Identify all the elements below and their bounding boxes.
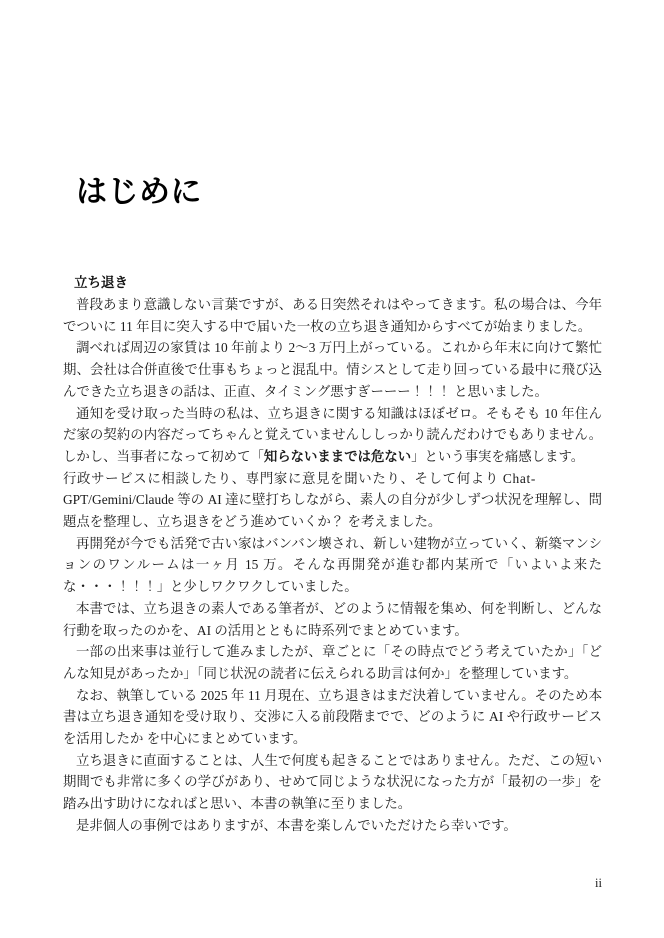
section-subheading: 立ち退き [74,275,128,290]
paragraph-2: 調べれば周辺の家賃は 10 年前より 2〜3 万円上がっている。これから年末に向けて繁忙期、会社は合併直後で仕事もちょっと混乱中。情シスとして走り回っている最中に飛び込んできた立ち退きの話は、正直、タイミング悪すぎーーー！！！ と思いました。 [63,340,602,399]
paragraph-3-emphasis: 知らないままでは危ない [263,448,412,464]
paragraph-1: 普段あまり意識しない言葉ですが、ある日突然それはやってきます。私の場合は、今年でついに 11 年目に突入する中で届いた一枚の立ち退き通知からすべてが始まりました。 [63,297,602,334]
body-text-column [63,272,602,837]
paragraph-3-suffix: 」という事実を痛感します。 [411,448,585,464]
paragraph-5: 再開発が今でも活発で古い家はバンバン壊され、新しい建物が立っていく、新築マンションのワンルームは一ヶ月 15 万。そんな再開発が進む都内某所で「いよいよ来たな・・・！！！」と少しワクワクしていました。 [63,535,602,595]
paragraph-10: 是非個人の事例ではありますが、本書を楽しんでいただけたら幸いです。 [76,817,517,833]
page-number: ii [595,876,602,890]
paragraph-7: 一部の出来事は並行して進みましたが、章ごとに「その時点でどう考えていたか」「どんな知見があったか」「同じ状況の読者に伝えられる助言は何か」を整理しています。 [63,644,602,681]
paragraph-4-stretched-line: 行政サービスに相談したり、専門家に意見を聞いたり、そして何より Chat- [63,470,536,486]
page-title: はじめに [76,174,202,210]
paragraph-6: 本書では、立ち退きの素人である筆者が、どのように情報を集め、何を判断し、どんな行動を取ったのかを、AI の活用とともに時系列でまとめています。 [63,600,602,638]
paragraph-4 [63,468,602,533]
paragraph-4-rest: GPT/Gemini/Claude 等の AI 達に壁打ちしながら、素人の自分が少しずつ状況を理解し、問題点を整理し、立ち退きをどう進めていくか？ を考えました。 [63,492,602,530]
paragraph-3-prefix: 通知を受け取った当時の私は、立ち退きに関する知識はほぼゼロ。そもそも 10 年住んだ家の契約の内容だってちゃんと覚えていませんししっかり読んだわけでもありません。しかし、当事者になって初めて「 [63,405,602,464]
paragraph-9: 立ち退きに直面することは、人生で何度も起きることではありません。ただ、この短い期間でも非常に多くの学びがあり、せめて同じような状況になった方が「最初の一歩」を踏み出す助けになればと思い、本書の執筆に至りました。 [63,752,602,812]
paragraph-8: なお、執筆している 2025 年 11 月現在、立ち退きはまだ決着していません。そのため本書は立ち退き通知を受け取り、交渉に入る前段階までで、どのように AI や行政サービスを活用したか を中心にまとめています。 [63,687,602,747]
paragraph-3 [63,403,602,468]
